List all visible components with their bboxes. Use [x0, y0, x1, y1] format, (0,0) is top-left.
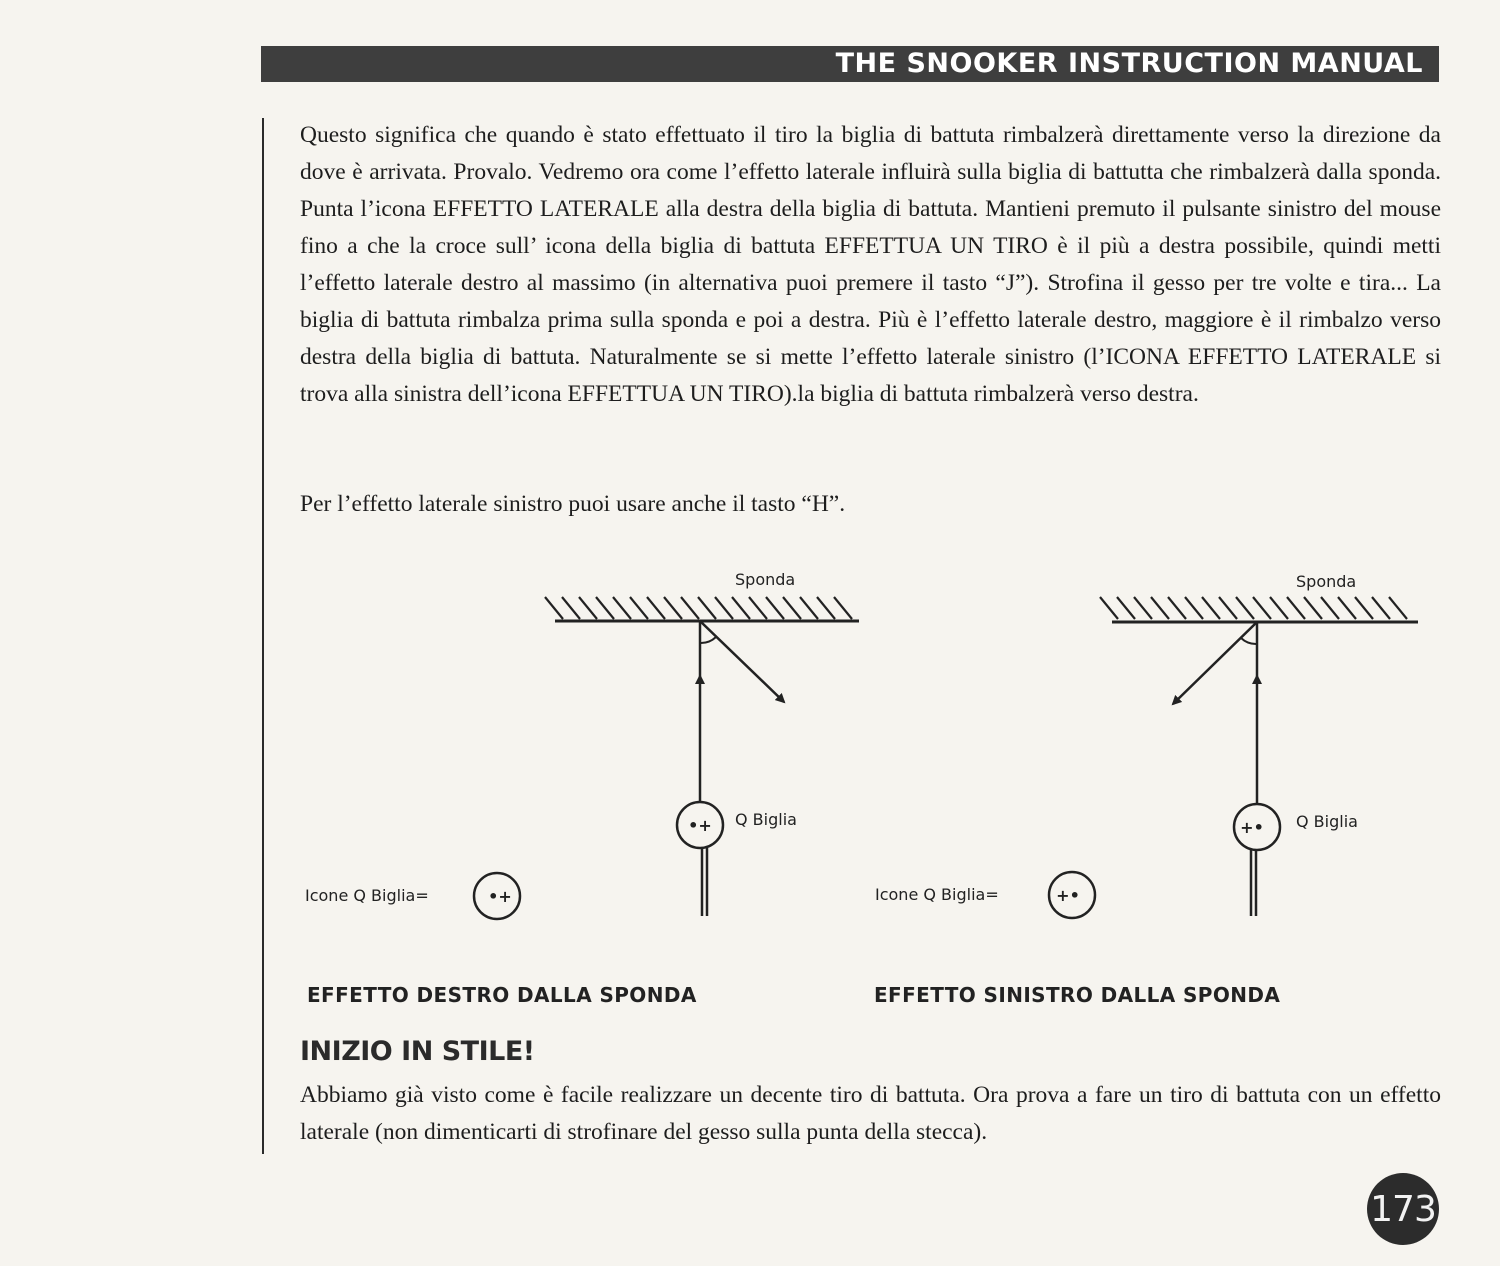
section-heading: INIZIO IN STILE!: [300, 1036, 535, 1067]
cue-ball-marker-right: •+: [688, 816, 712, 835]
cushion-hatch-left: [1100, 597, 1407, 619]
cushion-label-left: Sponda: [1296, 572, 1357, 591]
cue-ball-icon-marker-right: •+: [488, 887, 512, 906]
page-number-badge: 173: [1367, 1173, 1439, 1245]
cue-ball-icon-marker-left: +•: [1056, 886, 1080, 905]
diagram-right-effect: [305, 570, 859, 919]
rebound-angle-arc-left: [1241, 638, 1257, 644]
cue-ball-marker-left: +•: [1240, 818, 1264, 837]
caption-right-effect: EFFETTO DESTRO DALLA SPONDA: [307, 983, 697, 1007]
cushion-label-right: Sponda: [735, 570, 796, 589]
icon-label-right: Icone Q Biglia=: [305, 886, 429, 905]
rebound-arrow-right: [700, 621, 784, 702]
icon-label-left: Icone Q Biglia=: [875, 885, 999, 904]
body-paragraph-1: Questo significa che quando è stato effettuato il tiro la biglia di battuta rimbalzerà direttamente verso la direzione da dove è arrivata. Provalo. Vedremo ora come l’effetto laterale influirà sulla biglia di battutta che rimbalzerà dalla sponda. Punta l’icona EFFETTO LATERALE alla destra della biglia di battuta. Mantieni premuto il pulsante sinistro del mouse fino a che la croce sull’ icona della biglia di battuta EFFETTUA UN TIRO è il più a destra possibile, quindi metti l’effetto laterale destro al massimo (in alternativa puoi premere il tasto “J”). Strofina il gesso per tre volte e tira... La biglia di battuta rimbalza prima sulla sponda e poi a destra. Più è l’effetto laterale destro, maggiore è il rimbalzo verso destra della biglia di battuta. Naturalmente se si mette l’effetto laterale sinistro (l’ICONA EFFETTO LATERALE si trova alla sinistra dell’icona EFFETTUA UN TIRO).la biglia di battuta rimbalzerà verso destra.: [300, 122, 1441, 407]
manual-title: THE SNOOKER INSTRUCTION MANUAL: [835, 48, 1423, 79]
section-paragraph: Abbiamo già visto come è facile realizzare un decente tiro di battuta. Ora prova a fare un tiro di battuta con un effetto laterale (non dimenticarti di strofinare del gesso sulla punta della stecca).: [300, 1082, 1441, 1145]
cushion-hatch-right: [545, 597, 852, 619]
caption-left-effect: EFFETTO SINISTRO DALLA SPONDA: [874, 983, 1281, 1007]
cue-ball-label-right: Q Biglia: [735, 810, 797, 829]
cue-ball-label-left: Q Biglia: [1296, 812, 1358, 831]
diagram-left-effect: [875, 572, 1418, 918]
rebound-angle-arc-right: [700, 637, 716, 643]
body-paragraph-2: Per l’effetto laterale sinistro puoi usare anche il tasto “H”.: [300, 491, 846, 517]
rebound-arrow-left: [1173, 622, 1257, 704]
